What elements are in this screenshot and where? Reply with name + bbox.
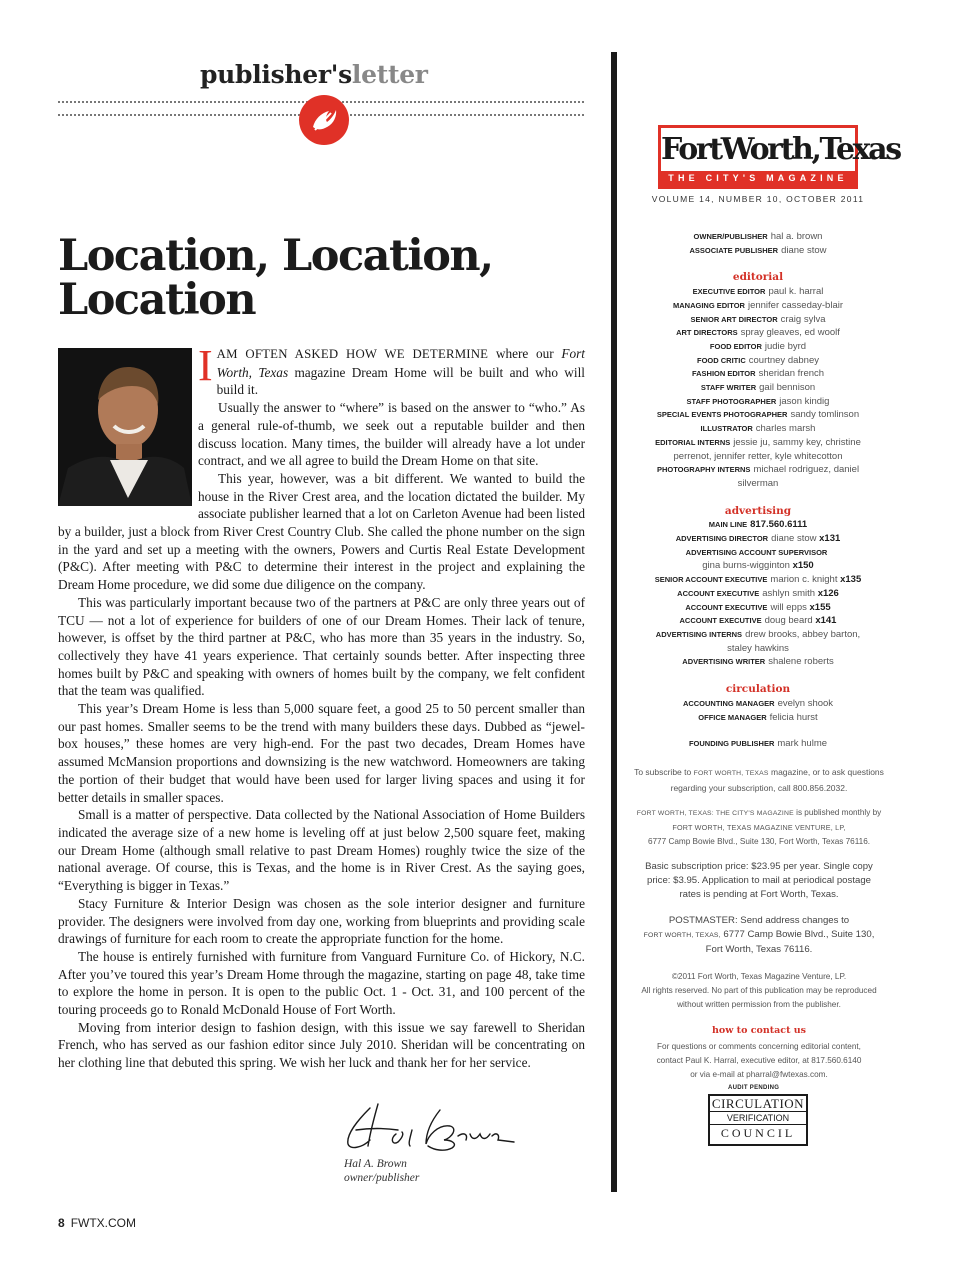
- staff-row-cont: gina burns-wigginton x150: [702, 560, 814, 572]
- staff-row: OWNER/PUBLISHER hal a. brown: [693, 231, 823, 242]
- staff-row: EXECUTIVE EDITOR paul k. harral: [692, 286, 824, 298]
- paragraph-6: Small is a matter of perspective. Data collected by the National Association of Home Builders indicated the average size of a new home is leveling off at just below 2,500 square feet, making our Dream Home (although small relative to past Dream Homes) roughly twice the size of the national average. Of course, this is Texas, and the home is in River Crest. As the saying goes, “Everything is bigger in Texas.”: [58, 807, 585, 894]
- section-heading-editorial: editorial: [732, 271, 784, 284]
- masthead-staff: [632, 230, 884, 751]
- staff-row: SENIOR ART DIRECTOR craig sylva: [690, 313, 826, 325]
- staff-row: ACCOUNTING MANAGER evelyn shook: [682, 697, 834, 709]
- staff-row: FOOD CRITIC courtney dabney: [697, 354, 819, 366]
- publication-info: FORT WORTH, TEXAS: THE CITY'S MAGAZINE is published monthly by FORT WORTH, TEXAS MAGAZINE VENTURE, LP, 6777 Camp Bowie Blvd., Suite 130, Fort Worth, Texas 76116.: [636, 808, 882, 846]
- paragraph-7: Stacy Furniture & Interior Design was chosen as the sole interior designer and furniture provider. The designers were involved from day one, working from blueprints and providing scale drawings of furniture for each room to create the appropriate function for the home.: [58, 895, 585, 947]
- staff-row: ILLUSTRATOR charles marsh: [700, 423, 816, 435]
- subscription-info: To subscribe to FORT WORTH, TEXAS magazine, or to ask questions regarding your subscription, call 800.856.2032.: [634, 767, 884, 793]
- page-footer: [58, 1216, 136, 1230]
- staff-row: ART DIRECTORS spray gleaves, ed woolf: [676, 327, 840, 339]
- headline: [58, 231, 598, 325]
- staff-row: OFFICE MANAGER felicia hurst: [698, 711, 818, 723]
- paragraph-9: Moving from interior design to fashion design, with this issue we say farewell to Sheridan French, who has served as our fashion editor since July 2010. Sheridan will be concentrating on her clothing line that debuted this spring. We wish her luck and thank her for her service.: [58, 1019, 585, 1071]
- site-url: FWTX.COM: [70, 1216, 137, 1230]
- staff-row: ADVERTISING DIRECTOR diane stow x131: [675, 533, 841, 545]
- staff-row: ADVERTISING WRITER shalene roberts: [682, 656, 834, 668]
- signature-caption: Hal A. Brown owner/publisher: [344, 1158, 420, 1184]
- audit-badge: CIRCULATION VERIFICATION COUNCIL: [708, 1094, 808, 1146]
- section-heading-circulation: circulation: [725, 683, 791, 696]
- magazine-logo: FortWorth,Texas THE CITY'S MAGAZINE: [658, 125, 858, 189]
- drop-cap: I: [198, 341, 213, 390]
- staff-row-cont: silverman: [737, 477, 779, 489]
- staff-row: MANAGING EDITOR jennifer casseday-blair: [673, 299, 843, 311]
- headline-line-2: Location: [58, 275, 256, 325]
- paragraph-5: This year’s Dream Home is less than 5,000 square feet, a good 25 to 50 percent smaller than our past homes. Smaller seems to be the trend with many builders these days. Dubbed as “jewel-box houses,” these homes are very high-end. For the past two decades, Dream Homes have assumed McMansion proportions and downsizing is the new watchword. Homeowners are taking the portion of their budget that would have been used for larger living spaces and using it for better details in smaller spaces.: [58, 701, 585, 805]
- staff-row: ADVERTISING INTERNS drew brooks, abbey barton,: [655, 628, 861, 640]
- copyright-info: ©2011 Fort Worth, Texas Magazine Venture, LP. All rights reserved. No part of this publication may be reproduced without written permission from the publisher.: [641, 972, 877, 1009]
- headline-line-1: Location, Location,: [58, 231, 493, 281]
- staff-row-cont: staley hawkins: [727, 642, 789, 654]
- price-info: Basic subscription price: $23.95 per year. Single copy price: $3.95. Application to mail at periodical postage rates is pending at Fort Worth, Texas.: [645, 861, 873, 900]
- issue-volume: VOLUME 14, NUMBER 10, OCTOBER 2011: [651, 194, 865, 204]
- signature-image: [340, 1100, 520, 1160]
- article-body: [58, 341, 585, 1072]
- staff-row: PHOTOGRAPHY INTERNS michael rodriguez, daniel: [656, 464, 860, 476]
- column-divider: [611, 52, 617, 1192]
- staff-row: ACCOUNT EXECUTIVE doug beard x141: [679, 615, 837, 627]
- staff-row: FOUNDING PUBLISHER mark hulme: [688, 738, 828, 750]
- staff-row: ADVERTISING ACCOUNT SUPERVISOR: [685, 547, 828, 557]
- paragraph-2: Usually the answer to “where” is based on the answer to “who.” As a general rule-of-thumb, we seek out a reputable builder and then discuss location. Many times, the builder will already have a lot under contract, and we all agree to build the Dream Home on that site.: [198, 400, 585, 469]
- paragraph-4: This was particularly important because two of the partners at P&C are only three years out of TCU — not a lot of experience for builders of one of our Dream Homes. Their lack of tenure, however, is offset by the third partner at P&C, who has more than 35 years in the industry. So, collectively they have 41 years experience. That certainly sounds better. After inspecting three homes built by P&C and speaking with owners of homes built by the company, we felt confident that the team was qualified.: [58, 594, 585, 699]
- staff-row: MAIN LINE 817.560.6111: [708, 519, 808, 531]
- staff-row: SPECIAL EVENTS PHOTOGRAPHER sandy tomlinson: [656, 409, 860, 421]
- staff-row: STAFF PHOTOGRAPHER jason kindig: [686, 395, 830, 407]
- staff-row: ASSOCIATE PUBLISHER diane stow: [689, 244, 827, 256]
- staff-row: FOOD EDITOR judie byrd: [709, 340, 807, 352]
- staff-row: ACCOUNT EXECUTIVE will epps x155: [685, 601, 831, 613]
- staff-row-cont: perrenot, jennifer retter, kyle whitecotton: [673, 450, 843, 462]
- section-heading-advertising: advertising: [724, 504, 792, 517]
- paragraph-3: This year, however, was a bit different. We wanted to build the house in the River Crest area, and the location dictated the builder. My associate publisher learned that a lot on Carleton Avenue had been listed by a builder, just a block from River Crest Country Club. She called the phone number on the sign in the yard and set up a meeting with the owners, Powers and Curtis Real Estate Development (P&C). After meeting with P&C to determine their interest in the project and explaining the Dream Home procedure, we did some due diligence on the company.: [58, 470, 585, 593]
- staff-row: EDITORIAL INTERNS jessie ju, sammy key, christine: [655, 436, 861, 448]
- paragraph-8: The house is entirely furnished with furniture from Vanguard Furniture Co. of Hickory, N.C. After you’ve toured this year’s Dream Home through the magazine, starting on page 48, take time to explore the home in person. It is open to the public Oct. 1 - Oct. 31, and 100 percent of the touring proceeds go to Ronald McDonald House of Fort Worth.: [58, 948, 585, 1018]
- contact-info: For questions or comments concerning editorial content, contact Paul K. Harral, executive editor, at 817.560.6140 or via e-mail at pharral@fwtexas.com.: [656, 1042, 862, 1079]
- staff-row: ACCOUNT EXECUTIVE ashlyn smith x126: [677, 587, 839, 599]
- audit-caption: AUDIT PENDING: [728, 1085, 780, 1091]
- staff-row: STAFF WRITER gail bennison: [700, 382, 816, 394]
- postmaster-info: POSTMASTER: Send address changes to FORT WORTH, TEXAS, 6777 Camp Bowie Blvd., Suite 130, Fort Worth, Texas 76116.: [643, 915, 875, 955]
- staff-row: SENIOR ACCOUNT EXECUTIVE marion c. knight x135: [654, 574, 862, 586]
- section-title: publisher'sletter: [200, 60, 428, 89]
- page-number: 8: [58, 1216, 65, 1230]
- fw-circle-logo-icon: [299, 95, 349, 145]
- staff-row: FASHION EDITOR sheridan french: [691, 368, 825, 380]
- paragraph-1: IAM OFTEN ASKED HOW WE DETERMINE where our Fort Worth, Texas magazine Dream Home will be built and who will build it.: [198, 341, 585, 398]
- contact-heading: how to contact us: [711, 1025, 807, 1036]
- photo-space: [58, 345, 198, 508]
